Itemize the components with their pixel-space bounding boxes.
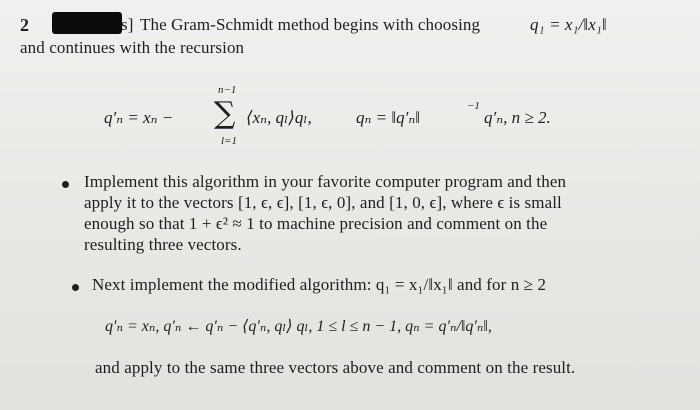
intro-text-line1: The Gram-Schmidt method begins with choosing bbox=[140, 15, 481, 34]
problem-bracket: s] bbox=[121, 15, 134, 34]
bullet-line: apply it to the vectors [1, ϵ, ϵ], [1, ϵ, 0], and [1, 0, ϵ], where ϵ is small bbox=[84, 193, 562, 212]
normalize-tail: q′ₙ, n ≥ 2. bbox=[484, 108, 551, 127]
bullet-line: resulting three vectors. bbox=[84, 235, 242, 254]
sum-symbol: ∑ bbox=[214, 96, 236, 131]
intro-text-line2: and continues with the recursion bbox=[20, 38, 245, 57]
recursion-lhs: q′ₙ = xₙ − bbox=[104, 108, 174, 127]
bullet-line: Implement this algorithm in your favorite computer program and then bbox=[84, 172, 567, 191]
bullet-line: enough so that 1 + ϵ² ≈ 1 to machine precision and comment on the bbox=[84, 214, 548, 233]
modified-formula: q′ₙ = xₙ, q′ₙ ← q′ₙ − ⟨q′ₙ, qₗ⟩ qₗ, 1 ≤ l ≤ n − 1, qₙ = q′ₙ/‖q′ₙ‖, bbox=[105, 318, 492, 335]
inverse-exponent: −1 bbox=[467, 100, 480, 112]
sum-upper-limit: n−1 bbox=[218, 84, 237, 96]
sum-body: ⟨xₙ, qₗ⟩qₗ, bbox=[246, 108, 312, 127]
redacted-source bbox=[52, 12, 122, 34]
problem-number: 2 bbox=[20, 15, 29, 35]
bullet-dot bbox=[62, 181, 69, 188]
bullet-dot bbox=[72, 284, 79, 291]
sum-lower-limit: l=1 bbox=[221, 135, 237, 147]
normalize-expr: qₙ = ‖q′ₙ‖ bbox=[356, 108, 421, 127]
bullet-line: Next implement the modified algorithm: q₁ = x₁/‖x₁‖ and for n ≥ 2 bbox=[92, 275, 547, 294]
intro-formula: q₁ = x₁/‖x₁‖ bbox=[530, 15, 607, 34]
closing-text: and apply to the same three vectors above and comment on the result. bbox=[95, 358, 576, 377]
